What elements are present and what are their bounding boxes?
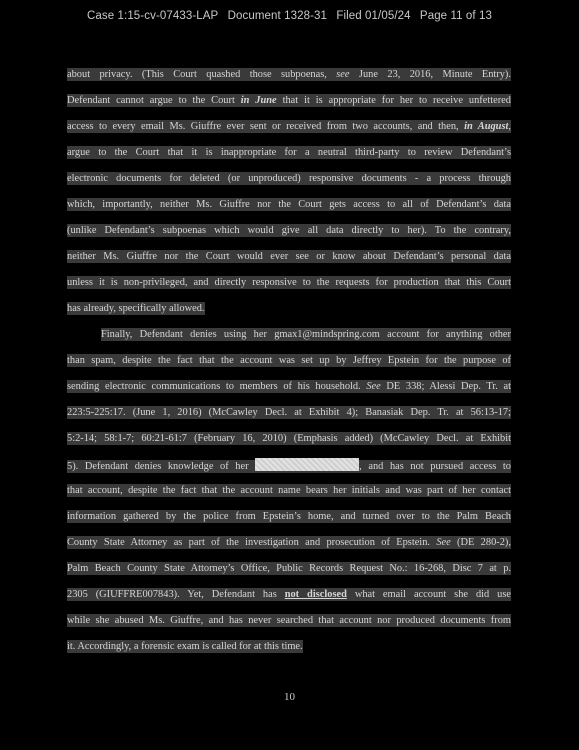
text-run: while she abused Ms. Giuffre, and has never searched that account nor produced documents from: [67, 615, 511, 626]
text-run: 223:5-225:17. (June 1, 2016) (McCawley Decl. at Exhibit 4); Banasiak Dep. Tr. at 56:13-17;: [67, 407, 511, 418]
text-line: [67, 484, 511, 498]
text-line: [67, 562, 511, 576]
text-run: 5). Defendant denies knowledge of her: [67, 461, 256, 472]
text-run: See: [436, 537, 451, 548]
case-header: [0, 10, 579, 22]
text-line: [67, 406, 511, 420]
text-line: [101, 328, 511, 342]
text-line: [67, 120, 511, 134]
text-line: [67, 588, 511, 602]
text-run: June 23, 2016, Minute Entry).: [349, 69, 511, 80]
text-run: See: [366, 381, 381, 392]
text-run: which, importantly, neither Ms. Giuffre nor the Court gets access to all of Defendant’s data: [67, 199, 511, 210]
text-run: DE 338; Alessi Dep. Tr. at: [380, 381, 512, 392]
redaction-box: [255, 458, 359, 471]
text-run: it. Accordingly, a forensic exam is called for at this time.: [67, 641, 303, 652]
text-run: Finally, Defendant denies using her gmax1@mindspring.com account for anything other: [101, 329, 511, 340]
page-indicator: Page 11 of 13: [419, 10, 492, 22]
text-run: about privacy. (This Court quashed those subpoenas,: [67, 69, 337, 80]
text-run: that it is appropriate for her to receive unfettered: [276, 95, 511, 106]
text-line: [67, 198, 511, 212]
text-line: [67, 354, 511, 368]
text-run: 2305 (GIUFFRE007843). Yet, Defendant has: [67, 589, 285, 600]
text-line: [67, 68, 511, 82]
text-run: (DE 280-2),: [450, 537, 511, 548]
text-line: [67, 250, 511, 264]
text-run: County State Attorney as part of the investigation and prosecution of Epstein.: [67, 537, 437, 548]
text-line: [67, 302, 205, 316]
text-run: than spam, despite the fact that the account was set up by Jeffrey Epstein for the purpose of: [67, 355, 511, 366]
text-run: not disclosed: [284, 589, 347, 600]
page-number: 10: [284, 691, 295, 703]
text-run: neither Ms. Giuffre nor the Court would ever see or know about Defendant’s personal data: [67, 251, 511, 262]
text-run: see: [336, 69, 350, 80]
text-run: that account, despite the fact that the account name bears her initials and was part of her contact: [67, 485, 511, 496]
text-line: [67, 640, 303, 654]
document-number: Document 1328-31: [227, 10, 328, 22]
text-line: [67, 614, 511, 628]
text-run: electronic documents for deleted (or unproduced) responsive documents - a process through: [67, 173, 511, 184]
text-run: has already, specifically allowed.: [67, 303, 205, 314]
text-line: [67, 172, 511, 186]
text-line: [67, 536, 511, 550]
text-line: [67, 224, 511, 238]
text-run: Defendant cannot argue to the Court: [67, 95, 241, 106]
text-run: argue to the Court that it is inappropriate for a neutral third-party to review Defendant’s: [67, 147, 511, 158]
text-run: , and has not pursued access to: [359, 461, 511, 472]
text-run: 5:2-14; 58:1-7; 60:21-61:7 (February 16, 2010) (Emphasis added) (McCawley Decl. at Exhibit: [67, 433, 511, 444]
text-run: in June: [240, 95, 277, 106]
text-run: unless it is non-privileged, and directly responsive to the requests for production that this Court: [67, 277, 511, 288]
text-line: [67, 432, 511, 446]
text-line: [67, 458, 511, 474]
text-line: [67, 146, 511, 160]
text-run: ,: [508, 121, 512, 132]
text-run: information gathered by the police from Epstein’s home, and turned over to the Palm Beach: [67, 511, 511, 522]
filed-date: Filed 01/05/24: [336, 10, 411, 22]
text-line: [67, 380, 511, 394]
text-line: [67, 276, 511, 290]
text-run: in August: [464, 121, 509, 132]
text-run: sending electronic communications to members of his household.: [67, 381, 367, 392]
text-run: (unlike Defendant’s subpoenas which would give all data directly to her). To the contrary,: [67, 225, 511, 236]
text-line: [67, 94, 511, 108]
text-run: what email account she did use: [346, 589, 511, 600]
text-run: access to every email Ms. Giuffre ever sent or received from two accounts, and then,: [67, 121, 465, 132]
case-number: Case 1:15-cv-07433-LAP: [86, 10, 219, 22]
text-run: Palm Beach County State Attorney’s Office, Public Records Request No.: 16-268, Disc 7 at p.: [67, 563, 511, 574]
text-line: [67, 510, 511, 524]
